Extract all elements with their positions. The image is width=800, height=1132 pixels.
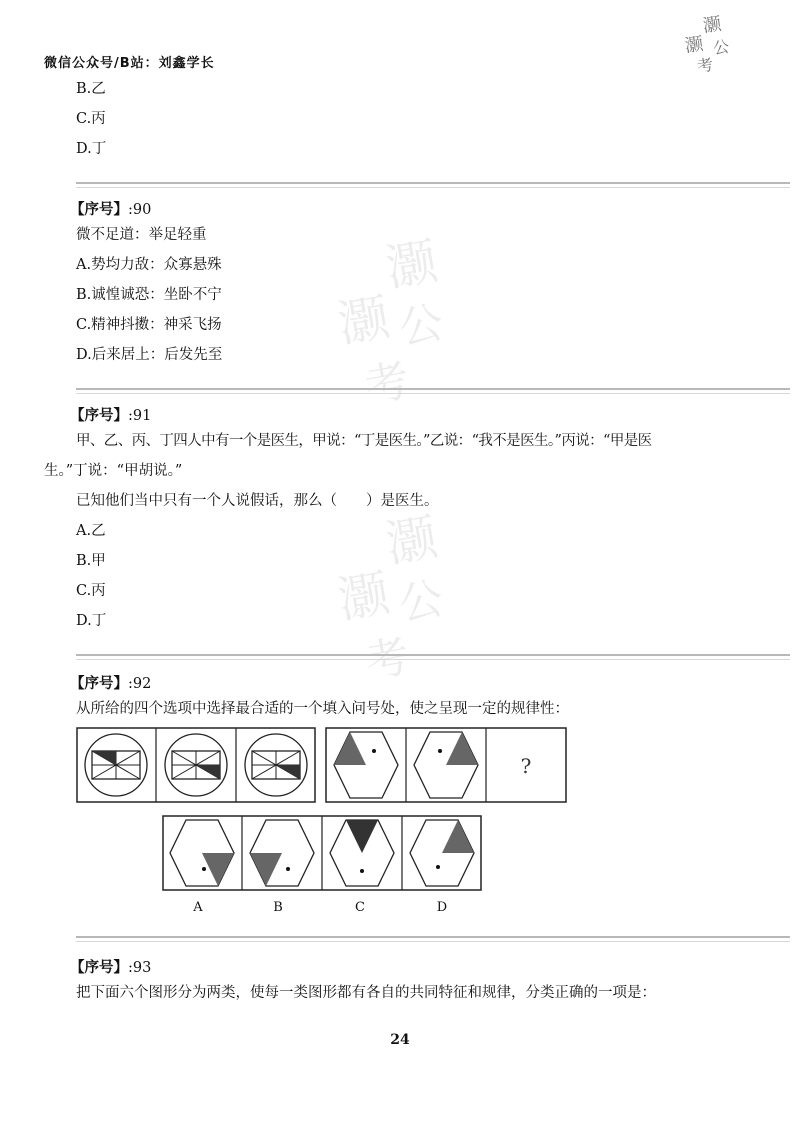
q91-label: 【序号】 [70, 407, 128, 424]
q90-stem: 微不足道：举足轻重 [76, 227, 207, 243]
prev-option-d: D.丁 [76, 141, 107, 157]
svg-text:灏: 灏 [382, 508, 442, 574]
page-number: 24 [390, 1032, 410, 1048]
q92-option-label-d: D [436, 900, 448, 915]
svg-text:考: 考 [695, 54, 715, 76]
q91-option-d: D.丁 [76, 613, 107, 629]
svg-text:灏: 灏 [684, 33, 705, 57]
watermark [338, 508, 478, 698]
section-divider [76, 182, 790, 188]
q92-option-a-figure [170, 820, 234, 886]
q92-stem: 从所给的四个选项中选择最合适的一个填入问号处，使之呈现一定的规律性： [76, 701, 569, 717]
q92-option-b-figure [250, 820, 314, 886]
svg-text:灏: 灏 [701, 13, 723, 37]
q93-header [70, 956, 151, 977]
q92-option-label-c: C [355, 900, 365, 915]
q90-option-b: B.诚惶诚恐：坐卧不宁 [76, 287, 222, 303]
q92-question-figure [76, 727, 568, 805]
header-source-text: 微信公众号/B站：刘鑫学长 [44, 56, 215, 71]
svg-text:灏: 灏 [338, 564, 394, 630]
q93-stem: 把下面六个图形分为两类，使每一类图形都有各自的共同特征和规律，分类正确的一项是： [76, 985, 656, 1001]
svg-text:考: 考 [361, 354, 414, 413]
svg-text:公: 公 [395, 296, 448, 355]
q93-number: :93 [128, 960, 152, 976]
svg-text:公: 公 [711, 36, 731, 58]
logo-seal [684, 10, 744, 76]
q90-option-d: D.后来居上：后发先至 [76, 347, 223, 363]
q92-figure-5 [414, 732, 478, 798]
q90-option-c: C.精神抖擞：神采飞扬 [76, 317, 222, 333]
q92-question-mark: ? [520, 754, 532, 778]
q91-stem-line3: 已知他们当中只有一个人说假话，那么（ ）是医生。 [76, 493, 439, 509]
q91-stem-line2: 生。”丁说：“甲胡说。” [44, 463, 183, 479]
q90-number: :90 [128, 202, 152, 218]
q92-figure-4 [334, 732, 398, 798]
svg-text:考: 考 [361, 630, 414, 689]
q92-option-label-b: B [273, 900, 283, 915]
q91-option-c: C.丙 [76, 583, 106, 599]
q92-figure-1 [85, 734, 147, 796]
q92-number: :92 [128, 676, 152, 692]
prev-option-b: B.乙 [76, 81, 106, 97]
q93-label: 【序号】 [70, 959, 128, 976]
section-divider [76, 654, 790, 660]
q90-label: 【序号】 [70, 201, 128, 218]
q90-option-a: A.势均力敌：众寡悬殊 [76, 257, 222, 273]
q92-figure-2 [165, 734, 227, 796]
q92-option-c-figure [330, 820, 394, 886]
q91-option-b: B.甲 [76, 553, 106, 569]
svg-text:灏: 灏 [382, 232, 442, 298]
section-divider [76, 936, 790, 942]
q91-stem-line1: 甲、乙、丙、丁四人中有一个是医生，甲说：“丁是医生。”乙说：“我不是医生。”丙说：“甲是医 [76, 433, 652, 449]
q92-option-label-a: A [193, 900, 203, 915]
q92-label: 【序号】 [70, 675, 128, 692]
q91-number: :91 [128, 408, 152, 424]
q91-option-a: A.乙 [76, 523, 106, 539]
prev-option-c: C.丙 [76, 111, 106, 127]
svg-text:灏: 灏 [338, 288, 394, 354]
logo [684, 10, 744, 76]
svg-text:公: 公 [395, 572, 448, 631]
q92-options-figure [162, 815, 482, 917]
q92-figure-3 [245, 734, 307, 796]
section-divider [76, 388, 790, 394]
q91-header [70, 404, 151, 425]
q90-header [70, 198, 151, 219]
q92-option-d-figure [410, 820, 474, 886]
q92-header [70, 672, 151, 693]
